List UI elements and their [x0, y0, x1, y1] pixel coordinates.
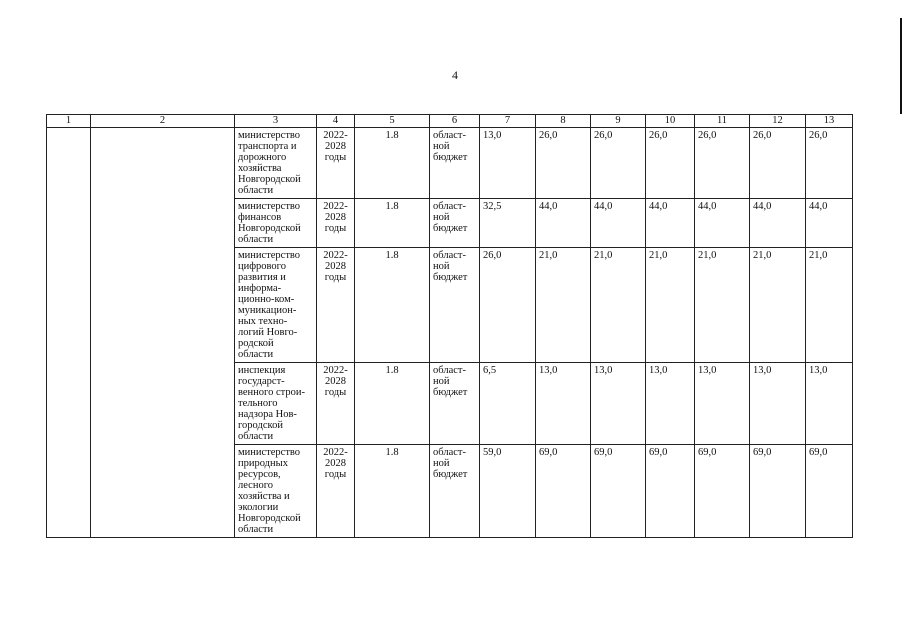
executor-cell: министерство цифрового развития и информа- ционно-ком- муникацион- ных техно- логий Новго- родской области [235, 248, 317, 363]
value-cell: 44,0 [695, 199, 750, 248]
column-header: 8 [536, 115, 591, 128]
value-cell: 21,0 [646, 248, 695, 363]
target-cell: 1.8 [355, 363, 430, 445]
budget-table [46, 114, 853, 538]
margin-bar [900, 18, 902, 114]
value-cell: 69,0 [750, 445, 806, 538]
value-cell: 32,5 [480, 199, 536, 248]
column-header: 5 [355, 115, 430, 128]
value-cell: 13,0 [750, 363, 806, 445]
page-number: 4 [452, 68, 458, 82]
target-cell: 1.8 [355, 445, 430, 538]
column-header: 1 [47, 115, 91, 128]
value-cell: 69,0 [646, 445, 695, 538]
value-cell: 69,0 [536, 445, 591, 538]
column-header: 6 [430, 115, 480, 128]
value-cell: 44,0 [591, 199, 646, 248]
value-cell: 21,0 [591, 248, 646, 363]
column-header: 13 [806, 115, 853, 128]
period-cell: 2022- 2028 годы [317, 363, 355, 445]
column-header: 10 [646, 115, 695, 128]
target-cell: 1.8 [355, 128, 430, 199]
target-cell: 1.8 [355, 248, 430, 363]
value-cell: 44,0 [806, 199, 853, 248]
period-cell: 2022- 2028 годы [317, 248, 355, 363]
value-cell: 13,0 [646, 363, 695, 445]
activity-cell [91, 128, 235, 538]
target-cell: 1.8 [355, 199, 430, 248]
value-cell: 13,0 [591, 363, 646, 445]
value-cell: 59,0 [480, 445, 536, 538]
value-cell: 6,5 [480, 363, 536, 445]
executor-cell: министерство природных ресурсов, лесного хозяйства и экологии Новгородской области [235, 445, 317, 538]
executor-cell: инспекция государст- венного строи- тельного надзора Нов- городской области [235, 363, 317, 445]
value-cell: 44,0 [536, 199, 591, 248]
value-cell: 44,0 [750, 199, 806, 248]
column-header: 12 [750, 115, 806, 128]
column-header: 2 [91, 115, 235, 128]
value-cell: 21,0 [536, 248, 591, 363]
value-cell: 26,0 [480, 248, 536, 363]
column-header: 3 [235, 115, 317, 128]
value-cell: 26,0 [646, 128, 695, 199]
source-cell: област- ной бюджет [430, 248, 480, 363]
value-cell: 13,0 [806, 363, 853, 445]
source-cell: област- ной бюджет [430, 445, 480, 538]
value-cell: 69,0 [806, 445, 853, 538]
header-row [47, 115, 853, 128]
source-cell: област- ной бюджет [430, 128, 480, 199]
value-cell: 13,0 [536, 363, 591, 445]
source-cell: област- ной бюджет [430, 363, 480, 445]
value-cell: 26,0 [536, 128, 591, 199]
column-header: 4 [317, 115, 355, 128]
value-cell: 69,0 [695, 445, 750, 538]
table-row [47, 128, 853, 199]
period-cell: 2022- 2028 годы [317, 445, 355, 538]
value-cell: 26,0 [695, 128, 750, 199]
value-cell: 21,0 [695, 248, 750, 363]
value-cell: 21,0 [806, 248, 853, 363]
value-cell: 26,0 [750, 128, 806, 199]
value-cell: 13,0 [695, 363, 750, 445]
value-cell: 21,0 [750, 248, 806, 363]
value-cell: 26,0 [806, 128, 853, 199]
value-cell: 26,0 [591, 128, 646, 199]
executor-cell: министерство транспорта и дорожного хозяйства Новгородской области [235, 128, 317, 199]
period-cell: 2022- 2028 годы [317, 199, 355, 248]
source-cell: област- ной бюджет [430, 199, 480, 248]
number-cell [47, 128, 91, 538]
value-cell: 44,0 [646, 199, 695, 248]
value-cell: 69,0 [591, 445, 646, 538]
column-header: 7 [480, 115, 536, 128]
value-cell: 13,0 [480, 128, 536, 199]
period-cell: 2022- 2028 годы [317, 128, 355, 199]
column-header: 9 [591, 115, 646, 128]
column-header: 11 [695, 115, 750, 128]
executor-cell: министерство финансов Новгородской области [235, 199, 317, 248]
